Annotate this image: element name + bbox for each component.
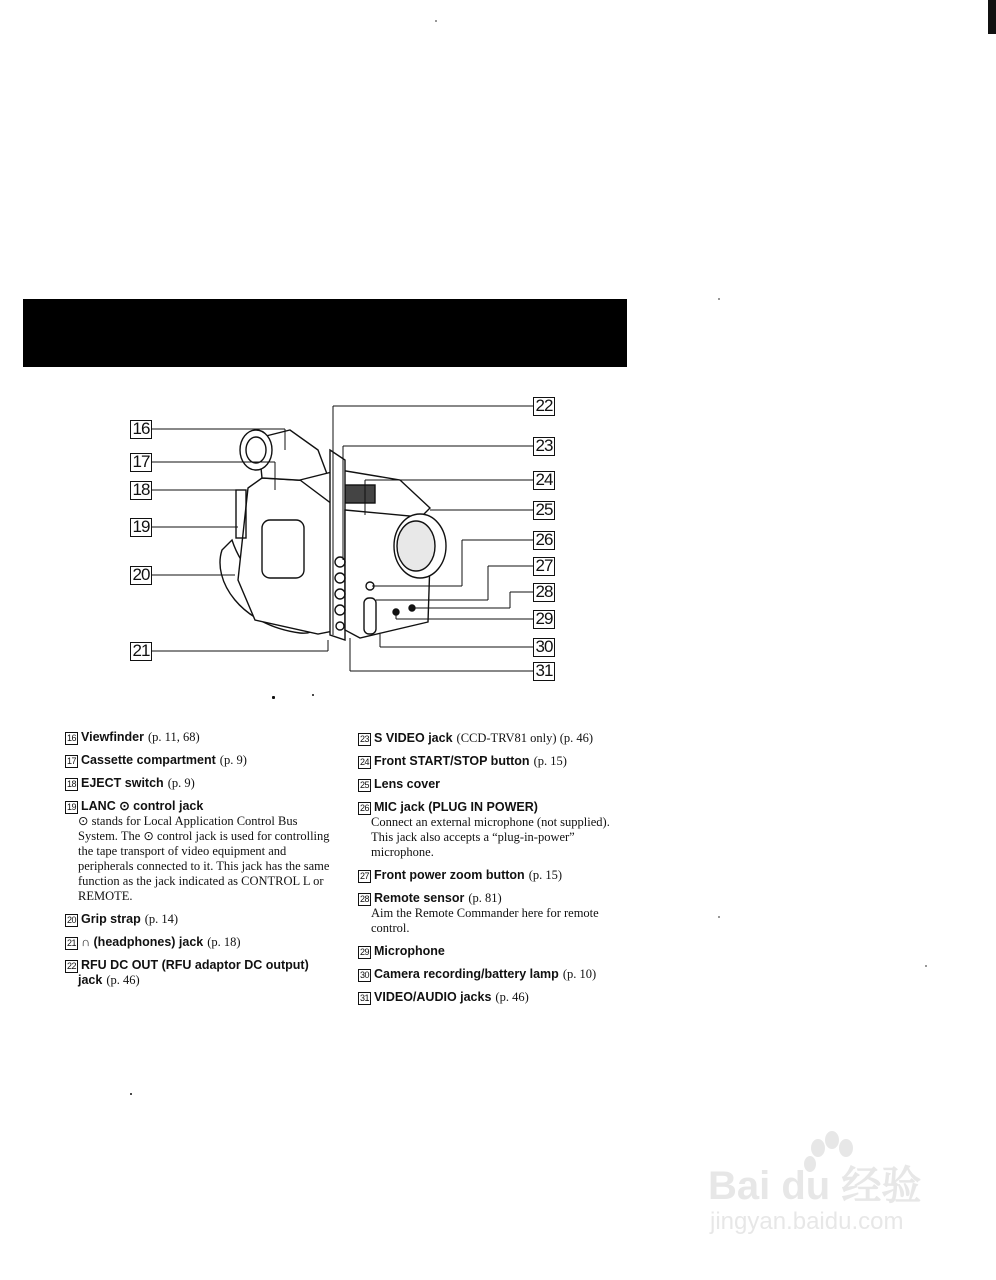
- list-item: [358, 800, 638, 860]
- item-label: EJECT switch: [81, 776, 164, 790]
- item-number: 18: [67, 779, 77, 789]
- speck: [435, 20, 437, 22]
- item-label: Camera recording/battery lamp: [374, 967, 559, 981]
- list-item: [358, 868, 638, 883]
- list-item: [358, 731, 638, 746]
- item-label: MIC jack (PLUG IN POWER): [374, 800, 538, 814]
- callout-27: 27: [533, 557, 555, 576]
- item-page: (p. 46): [106, 973, 140, 987]
- item-label: Microphone: [374, 944, 445, 958]
- parts-list-left: [65, 730, 345, 996]
- callout-24: 24: [533, 471, 555, 490]
- item-description: ⊙ stands for Local Application Control Bus System. The ⊙ control jack is used for controlling the tape transport of video equipment and peripherals connected to it. This jack has the same function as the jack indicated as CONTROL L or REMOTE.: [78, 814, 330, 903]
- item-number: 27: [360, 871, 370, 881]
- callout-22: 22: [533, 397, 555, 416]
- callout-21: 21: [130, 642, 152, 661]
- item-number: 20: [67, 915, 77, 925]
- item-number: 30: [360, 970, 370, 980]
- speck: [718, 298, 720, 300]
- callout-31: 31: [533, 662, 555, 681]
- callout-20: 20: [130, 566, 152, 585]
- parts-list-right: [358, 731, 638, 1013]
- item-label: Cassette compartment: [81, 753, 216, 767]
- item-number: 29: [360, 947, 370, 957]
- item-label: Grip strap: [81, 912, 141, 926]
- item-page: (p. 15): [528, 868, 563, 882]
- item-page: (p. 10): [562, 967, 597, 981]
- item-page: (CCD-TRV81 only) (p. 46): [456, 731, 594, 745]
- item-page: (p. 18): [207, 935, 241, 949]
- callout-28: 28: [533, 583, 555, 602]
- item-label: ∩ (headphones) jack: [81, 935, 204, 949]
- callout-19: 19: [130, 518, 152, 537]
- item-label: LANC ⊙ control jack: [81, 799, 204, 813]
- baidu-watermark: [706, 1130, 946, 1240]
- camcorder-figure: [0, 390, 996, 710]
- list-item: [358, 944, 638, 959]
- item-number: 23: [360, 734, 370, 744]
- watermark-brand: Bai du 经验: [708, 1164, 922, 1208]
- callout-29: 29: [533, 610, 555, 629]
- item-label: VIDEO/AUDIO jacks: [374, 990, 492, 1004]
- speck: [718, 916, 720, 918]
- list-item: [358, 967, 638, 982]
- item-page: (p. 11, 68): [148, 730, 200, 744]
- item-number: 19: [67, 802, 77, 812]
- list-item: [65, 776, 345, 791]
- item-number: 22: [67, 961, 77, 971]
- item-number: 24: [360, 757, 370, 767]
- item-page: (p. 9): [219, 753, 247, 767]
- list-item: [358, 754, 638, 769]
- callout-23: 23: [533, 437, 555, 456]
- list-item: [358, 990, 638, 1005]
- list-item: [65, 730, 345, 745]
- list-item: [358, 777, 638, 792]
- callout-30: 30: [533, 638, 555, 657]
- section-header-bar: [23, 299, 627, 367]
- item-number: 26: [360, 803, 370, 813]
- item-number: 21: [67, 938, 77, 948]
- list-item: [65, 958, 345, 988]
- page-edge-mark: [988, 0, 996, 34]
- item-label: RFU DC OUT (RFU adaptor DC output): [81, 958, 309, 972]
- speck: [130, 1093, 132, 1095]
- list-item: [65, 799, 345, 904]
- item-label: Front power zoom button: [374, 868, 525, 882]
- list-item: [65, 935, 345, 950]
- item-number: 31: [360, 993, 370, 1003]
- callout-16: 16: [130, 420, 152, 439]
- item-label: Viewfinder: [81, 730, 144, 744]
- callout-18: 18: [130, 481, 152, 500]
- speck: [925, 965, 927, 967]
- callout-25: 25: [533, 501, 555, 520]
- item-label: Front START/STOP button: [374, 754, 530, 768]
- item-label-continuation: jack: [78, 973, 103, 987]
- item-label: Lens cover: [374, 777, 441, 791]
- item-label: Remote sensor: [374, 891, 465, 905]
- list-item: [65, 912, 345, 927]
- item-page: (p. 15): [533, 754, 567, 768]
- item-description: Aim the Remote Commander here for remote control.: [371, 906, 599, 935]
- item-page: (p. 14): [144, 912, 179, 926]
- item-number: 16: [67, 733, 77, 743]
- list-item: [65, 753, 345, 768]
- item-continuation: [78, 973, 345, 988]
- item-page: (p. 9): [167, 776, 195, 790]
- list-item: [358, 891, 638, 936]
- item-number: 17: [67, 756, 77, 766]
- item-label: S VIDEO jack: [374, 731, 453, 745]
- item-number: 28: [360, 894, 370, 904]
- item-page: (p. 46): [495, 990, 529, 1004]
- watermark-url: jingyan.baidu.com: [710, 1208, 904, 1235]
- item-page: (p. 81): [468, 891, 502, 905]
- callout-17: 17: [130, 453, 152, 472]
- item-number: 25: [360, 780, 370, 790]
- item-description: Connect an external microphone (not supplied). This jack also accepts a “plug-in-power” microphone.: [371, 815, 610, 859]
- callout-26: 26: [533, 531, 555, 550]
